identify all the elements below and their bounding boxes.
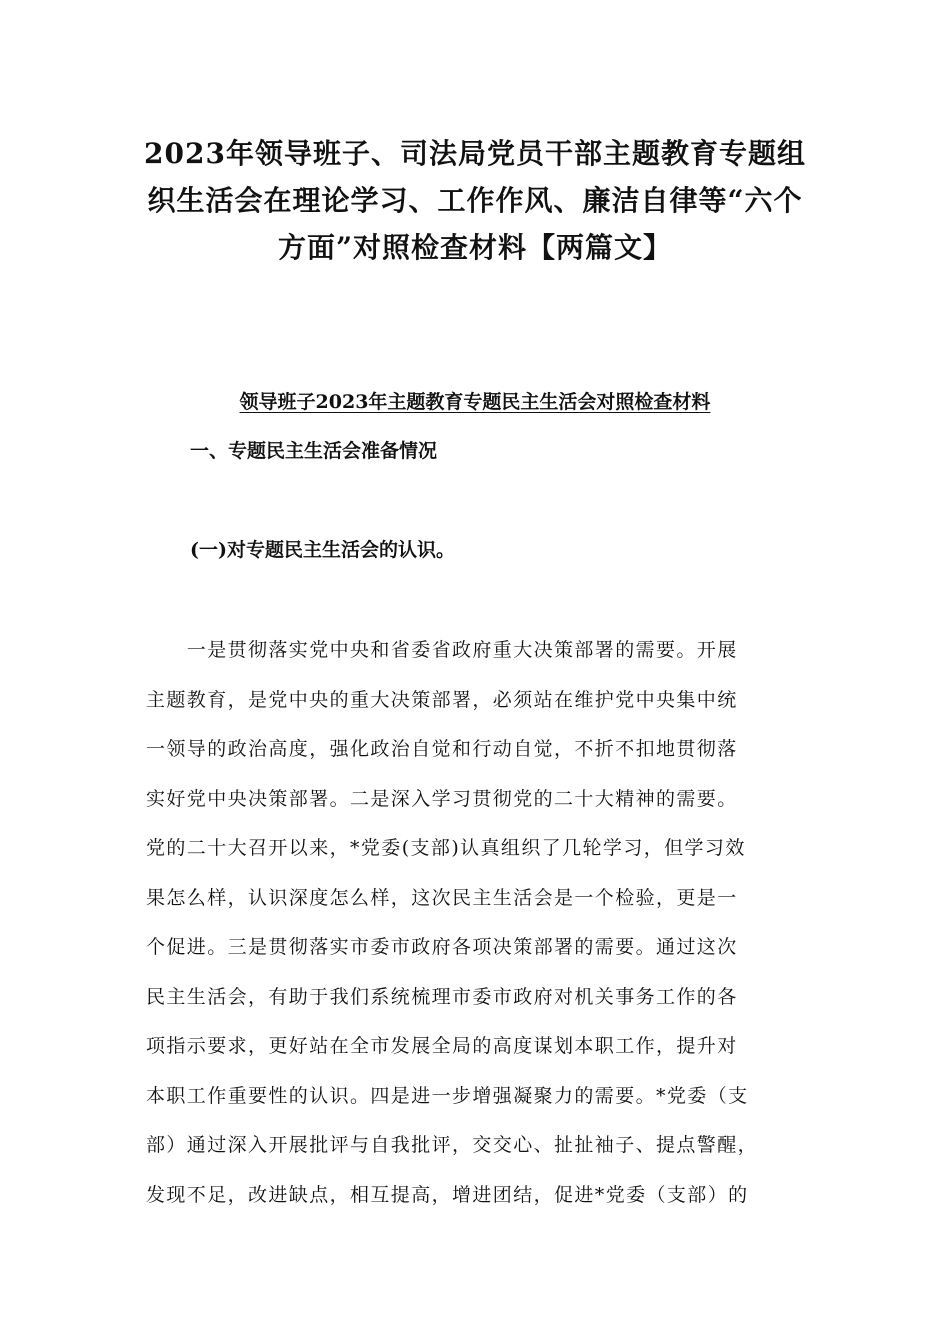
body-line: 本职工作重要性的认识。四是进一步增强凝聚力的需要。*党委（支 <box>146 1084 749 1107</box>
body-paragraph <box>146 632 814 1226</box>
body-line: 果怎么样，认识深度怎么样，这次民主生活会是一个检验，更是一 <box>146 886 738 909</box>
body-line: 部）通过深入开展批评与自我批评，交交心、扯扯袖子、提点警醒， <box>146 1134 759 1156</box>
body-line: 实好党中央决策部署。二是深入学习贯彻党的二十大精神的需要。 <box>146 787 738 810</box>
body-line: 一领导的政治高度，强化政治自觉和行动自觉，不折不扣地贯彻落 <box>146 738 738 760</box>
document-subtitle-text: 领导班子2023年主题教育专题民主生活会对照检查材料 <box>239 391 711 413</box>
document-title-line: 2023年领导班子、司法局党员干部主题教育专题组 <box>144 137 806 170</box>
document-title <box>140 130 810 271</box>
body-line: 党的二十大召开以来，*党委(支部)认真组织了几轮学习，但学习效 <box>146 837 746 859</box>
body-line: 发现不足，改进缺点，相互提高，增进团结，促进*党委（支部）的 <box>146 1183 749 1206</box>
document-subtitle <box>140 386 810 418</box>
body-line: 民主生活会，有助于我们系统梳理市委市政府对机关事务工作的各 <box>146 985 738 1008</box>
body-line: 项指示要求，更好站在全市发展全局的高度谋划本职工作，提升对 <box>146 1035 738 1057</box>
body-line: 主题教育，是党中央的重大决策部署，必须站在维护党中央集中统 <box>146 688 738 711</box>
section-heading: 一、专题民主生活会准备情况 <box>190 440 438 462</box>
body-line: 一是贯彻落实党中央和省委省政府重大决策部署的需要。开展 <box>146 639 738 661</box>
document-title-line: 方面”对照检查材料【两篇文】 <box>277 231 673 264</box>
document-title-line: 织生活会在理论学习、工作作风、廉洁自律等“六个 <box>147 184 803 217</box>
body-line: 个促进。三是贯彻落实市委市政府各项决策部署的需要。通过这次 <box>146 936 738 958</box>
subsection-heading: (一)对专题民主生活会的认识。 <box>190 539 455 561</box>
